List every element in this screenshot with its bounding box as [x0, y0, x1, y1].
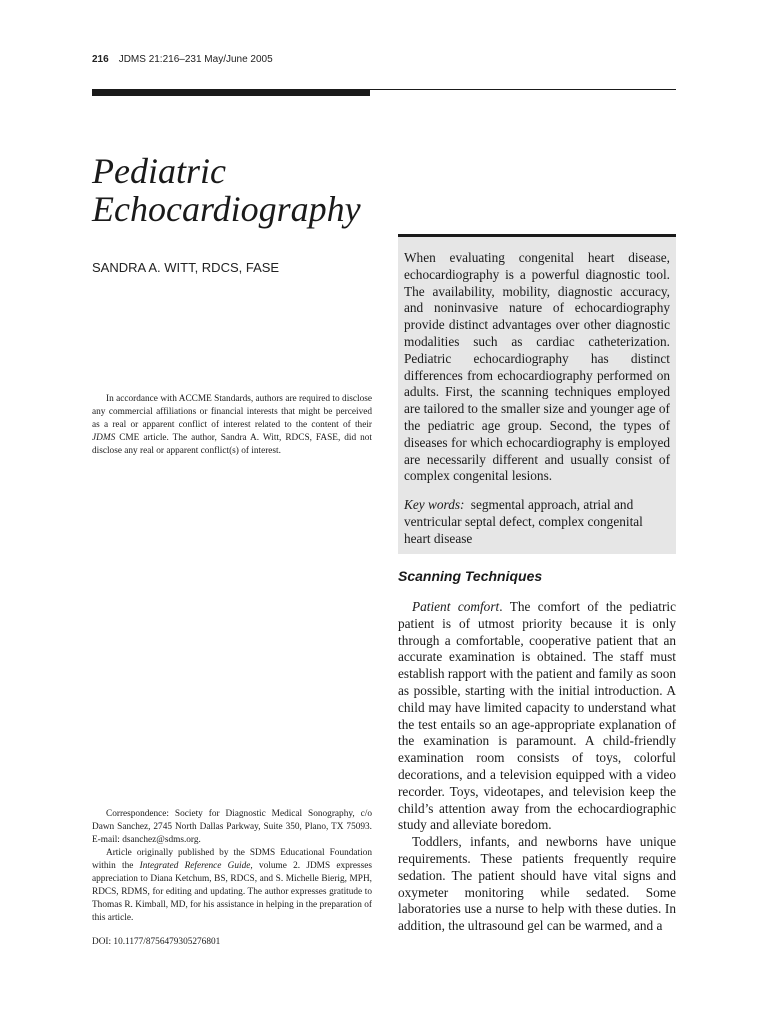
- keywords: [404, 497, 670, 547]
- disclosure-journal-italic: JDMS: [92, 433, 116, 443]
- header-rule-thick: [92, 89, 370, 96]
- doi: DOI: 10.1177/8756479305276801: [92, 937, 221, 947]
- author-byline: SANDRA A. WITT, RDCS, FASE: [92, 260, 280, 275]
- origin-italic-title: Integrated Reference Guide: [139, 861, 251, 871]
- paragraph-text: . The comfort of the pediatric patient is of utmost priority because it is only through a comfortable, cooperative patient that an accurate examination is obtained. The staff must establish rapport with the patient and family as soon as possible, starting with the initial introduction. A child may have limited capacity to understand what the test entails so an age-appropriate explanation of the examination is paramount. A child-friendly examination room consists of toys, colorful decorations, and a television equipped with a video recorder. Toys, videotapes, and television keep the child’s attention away from the echocardiographic study and alleviate boredom.: [398, 599, 677, 833]
- page-number: 216: [92, 54, 109, 65]
- keywords-label: Key words:: [404, 497, 465, 513]
- article-origin-note: [92, 847, 372, 925]
- disclosure-text-1: In accordance with ACCME Standards, authors are required to disclose any commercial affiliations or financial interests that might be perceived as a real or apparent conflict of interest related to the content of their: [92, 394, 372, 430]
- disclosure-text-2: CME article. The author, Sandra A. Witt, RDCS, FASE, did not disclose any real or apparent conflict(s) of interest.: [92, 433, 372, 456]
- article-title-line-1: Pediatric: [92, 151, 226, 191]
- running-head: [92, 54, 273, 65]
- abstract-text: When evaluating congenital heart disease, echocardiography is a powerful diagnostic tool. The availability, mobility, diagnostic accuracy, and noninvasive nature of echocardiography provide distinct advantages over other diagnostic modalities such as cardiac catheterization. Pediatric echocardiography has distinct differences from echocardiography performed on adults. First, the scanning techniques employed are tailored to the smaller size and younger age of the pediatric age group. Second, the types of diseases for which echocardiography is employed are necessarily different and usually consist of complex congenital lesions.: [404, 250, 670, 484]
- origin-text-1: Article originally published by the SDMS Educational Foundation within the: [92, 848, 372, 871]
- paragraph-patient-comfort: [398, 599, 676, 834]
- journal-citation: JDMS 21:216–231 May/June 2005: [118, 54, 273, 65]
- article-title-line-2: Echocardiography: [92, 189, 361, 229]
- paragraph-sedation: Toddlers, infants, and newborns have unique requirements. These patients frequently require sedation. The patient should have vital signs and oxymeter monitoring while sedated. Some laboratories use a nurse to help with these duties. In addition, the ultrasound gel can be warmed, and a: [398, 834, 676, 934]
- abstract-box: [398, 234, 676, 554]
- origin-text-2: , volume 2. JDMS expresses appreciation to Diana Ketchum, BS, RDCS, and S. Michelle Bierig, MPH, RDCS, RDMS, for editing and updating. The author expresses gratitude to Thomas R. Kimball, MD, for his assistance in helping in the preparation of this article.: [92, 861, 372, 923]
- section-heading: Scanning Techniques: [398, 568, 543, 584]
- paragraph-run-in-label: Patient comfort: [412, 599, 500, 614]
- header-rule-thin: [370, 89, 676, 90]
- keywords-list: segmental approach, atrial and ventricular septal defect, complex congenital heart disease: [404, 497, 643, 546]
- article-title: [92, 152, 392, 228]
- correspondence-note: Correspondence: Society for Diagnostic Medical Sonography, c/o Dawn Sanchez, 2745 North Dallas Parkway, Suite 350, Plano, TX 75093. E-mail: dsanchez@sdms.org.: [92, 809, 372, 845]
- disclosure-note: [92, 393, 372, 458]
- correspondence-notes: [92, 808, 372, 925]
- body-text: [398, 599, 676, 935]
